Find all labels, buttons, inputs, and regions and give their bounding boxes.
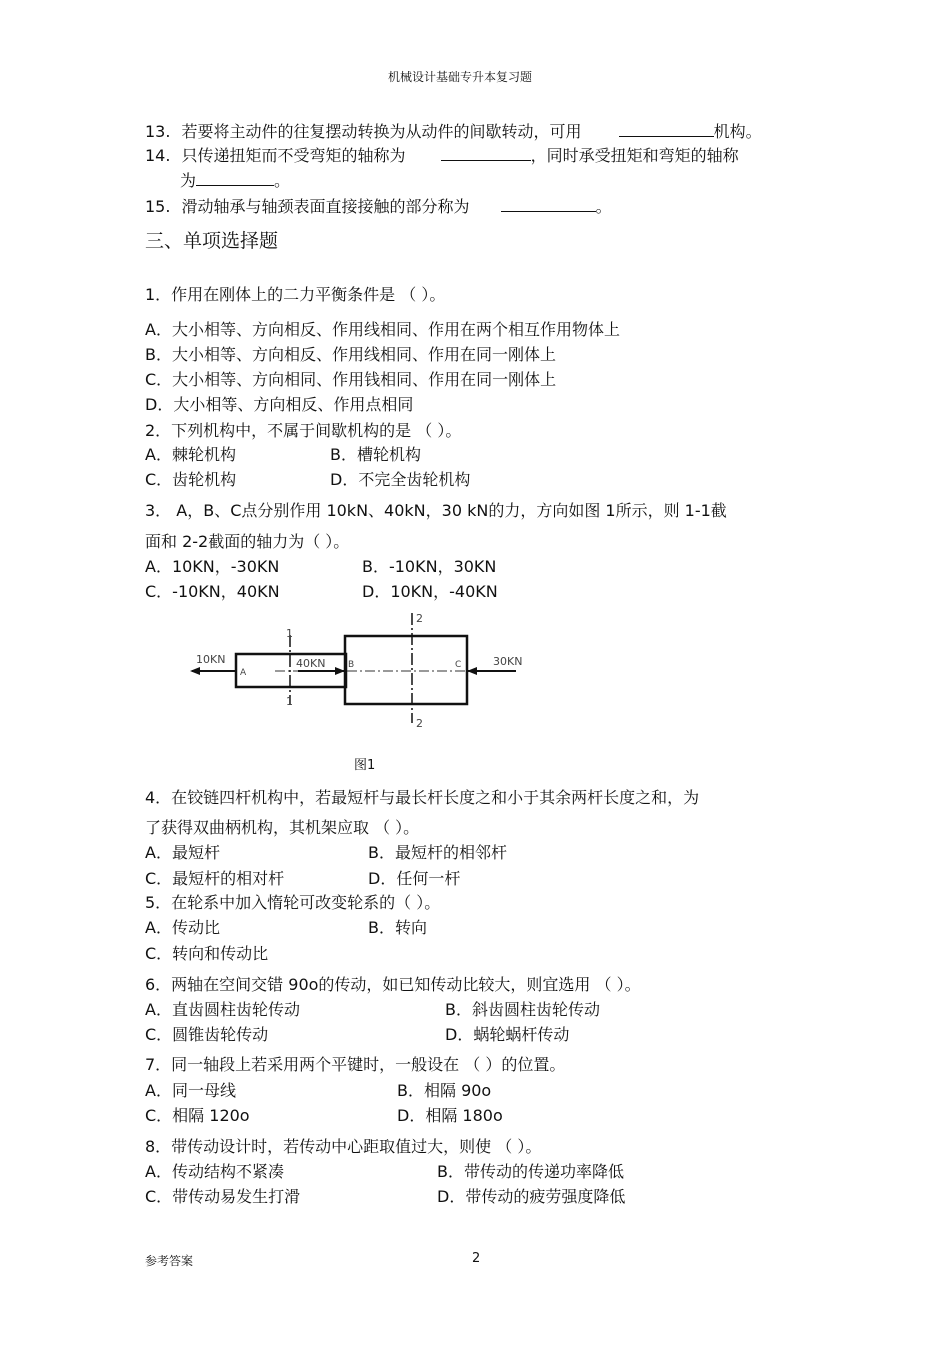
q5-option-c[interactable]: C．转向和传动比 (145, 944, 269, 963)
q2-option-a[interactable]: A．棘轮机构 (145, 445, 236, 464)
question-2-stem: 2．下列机构中，不属于间歇机构的是 （ ）。 (145, 421, 462, 440)
question-7-stem: 7．同一轴段上若采用两个平键时，一般设在 （ ）的位置。 (145, 1055, 566, 1074)
section-2-bottom-label: 2 (416, 717, 423, 730)
page-header: 机械设计基础专升本复习题 (388, 70, 533, 84)
section-2-top-label: 2 (416, 612, 423, 625)
q3-option-c[interactable]: C．-10KN，40KN (145, 582, 280, 601)
q3-option-a[interactable]: A．10KN，-30KN (145, 557, 280, 576)
question-number: 13. (145, 122, 171, 141)
question-suffix: 机构。 (713, 122, 762, 141)
question-3-stem-line2: 面和 2-2截面的轴力为（ ）。 (145, 532, 350, 551)
force-left-label: 10KN (196, 653, 226, 666)
question-1-stem: 1．作用在刚体上的二力平衡条件是 （ ）。 (145, 285, 446, 304)
figure-1-shaft-diagram (180, 605, 540, 735)
q3-option-d[interactable]: D．10KN，-40KN (362, 582, 498, 601)
answer-blank[interactable] (441, 145, 531, 161)
q5-option-b[interactable]: B．转向 (368, 918, 427, 937)
q7-option-d[interactable]: D．相隔 180o (397, 1106, 503, 1125)
question-4-stem-line1: 4．在铰链四杆机构中，若最短杆与最长杆长度之和小于其余两杆长度之和，为 (145, 788, 700, 807)
answer-blank[interactable] (196, 170, 274, 186)
q6-option-a[interactable]: A．直齿圆柱齿轮传动 (145, 1000, 300, 1019)
q2-option-d[interactable]: D．不完全齿轮机构 (330, 470, 471, 489)
q1-option-d[interactable]: D．大小相等、方向相反、作用点相同 (145, 395, 414, 414)
section-1-bottom-label: 1 (286, 695, 293, 708)
q2-option-c[interactable]: C．齿轮机构 (145, 470, 237, 489)
question-5-stem: 5．在轮系中加入惰轮可改变轮系的（ ）。 (145, 893, 441, 912)
section-1-top-label: 1 (286, 627, 293, 640)
question-suffix: 。 (274, 171, 291, 190)
question-text: 滑动轴承与轴颈表面直接接触的部分称为 (181, 197, 470, 216)
q8-option-c[interactable]: C．带传动易发生打滑 (145, 1187, 301, 1206)
q8-option-a[interactable]: A．传动结构不紧凑 (145, 1162, 284, 1181)
force-left-arrowhead (190, 667, 200, 675)
q2-option-b[interactable]: B．槽轮机构 (330, 445, 421, 464)
question-text: 为 (180, 171, 197, 190)
q1-option-c[interactable]: C．大小相等、方向相同、作用钱相同、作用在同一刚体上 (145, 370, 557, 389)
answer-blank[interactable] (501, 196, 596, 212)
question-text: 若要将主动件的往复摆动转换为从动件的间歇转动，可用 (181, 122, 582, 141)
q4-option-c[interactable]: C．最短杆的相对杆 (145, 869, 285, 888)
q4-option-d[interactable]: D．任何一杆 (368, 869, 461, 888)
question-3-stem-line1: 3． A，B、C点分别作用 10kN、40kN，30 kN的力，方向如图 1所示，则 1-1截 (145, 501, 727, 520)
q3-option-b[interactable]: B．-10KN，30KN (362, 557, 497, 576)
question-14 (145, 145, 739, 165)
force-right-arrowhead (467, 667, 477, 675)
point-a-label: A (240, 668, 247, 678)
q8-option-b[interactable]: B．带传动的传递功率降低 (437, 1162, 624, 1181)
q7-option-b[interactable]: B．相隔 90o (397, 1081, 492, 1100)
q6-option-c[interactable]: C．圆锥齿轮传动 (145, 1025, 269, 1044)
force-mid-arrowhead (335, 667, 345, 675)
point-c-label: C (455, 660, 462, 670)
question-text: 只传递扭矩而不受弯矩的轴称为 (181, 146, 406, 165)
q7-option-c[interactable]: C．相隔 120o (145, 1106, 250, 1125)
question-13 (145, 121, 762, 141)
q6-option-b[interactable]: B．斜齿圆柱齿轮传动 (445, 1000, 600, 1019)
question-number: 15. (145, 197, 171, 216)
force-mid-label: 40KN (296, 657, 326, 670)
force-right-label: 30KN (493, 655, 523, 668)
question-mid: ，同时承受扭矩和弯矩的轴称 (530, 146, 739, 165)
q4-option-b[interactable]: B．最短杆的相邻杆 (368, 843, 507, 862)
figure-caption: 图1 (354, 758, 376, 773)
q8-option-d[interactable]: D．带传动的疲劳强度降低 (437, 1187, 626, 1206)
q5-option-a[interactable]: A．传动比 (145, 918, 220, 937)
section-title: 三、单项选择题 (145, 230, 279, 252)
question-4-stem-line2: 了获得双曲柄机构，其机架应取 （ ）。 (145, 818, 420, 837)
q4-option-a[interactable]: A．最短杆 (145, 843, 220, 862)
q6-option-d[interactable]: D．蜗轮蜗杆传动 (445, 1025, 570, 1044)
question-15 (145, 196, 612, 216)
question-8-stem: 8．带传动设计时，若传动中心距取值过大，则使 （ ）。 (145, 1137, 542, 1156)
question-number: 14. (145, 146, 171, 165)
shaft-large-section (345, 636, 467, 704)
question-6-stem: 6．两轴在空间交错 90o的传动，如已知传动比较大，则宜选用 （ ）。 (145, 975, 641, 994)
footer-label: 参考答案 (145, 1254, 194, 1268)
question-suffix: 。 (595, 197, 612, 216)
q1-option-b[interactable]: B．大小相等、方向相反、作用线相同、作用在同一刚体上 (145, 345, 556, 364)
point-b-label: B (348, 660, 355, 670)
question-14-line2 (180, 170, 290, 190)
q1-option-a[interactable]: A．大小相等、方向相反、作用线相同、作用在两个相互作用物体上 (145, 320, 620, 339)
q7-option-a[interactable]: A．同一母线 (145, 1081, 236, 1100)
page-number: 2 (472, 1251, 481, 1266)
answer-blank[interactable] (619, 121, 714, 137)
